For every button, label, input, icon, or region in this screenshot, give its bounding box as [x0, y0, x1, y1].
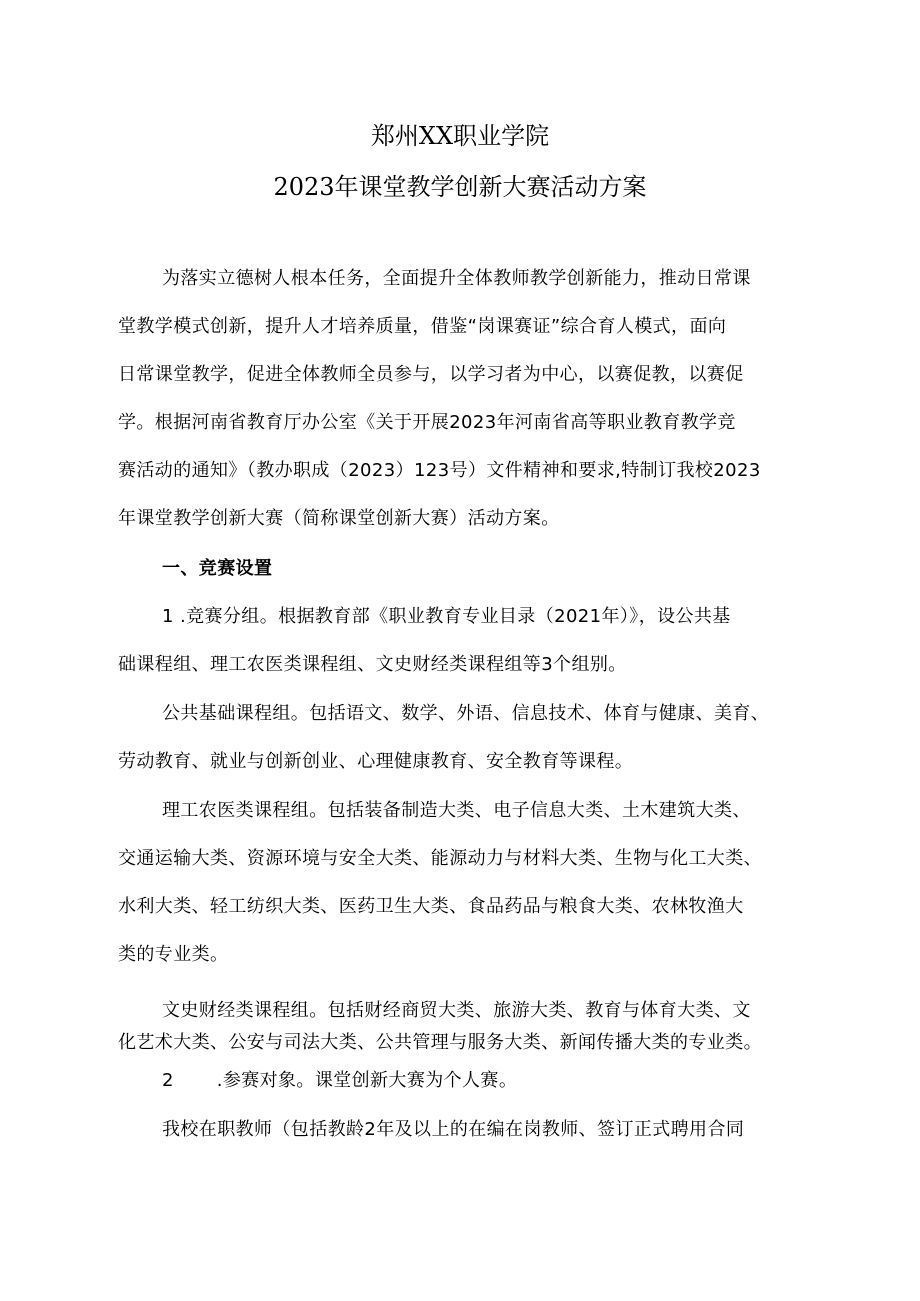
text-line: 化艺术大类、公安与司法大类、公共管理与服务大类、新闻传播大类的专业类。	[118, 1032, 762, 1053]
text-line: 日常课堂教学，促进全体教师全员参与，以学习者为中心，以赛促教，以赛促	[118, 364, 744, 385]
text-line: 交通运输大类、资源环境与安全大类、能源动力与材料大类、生物与化工大类、	[118, 848, 762, 869]
intro-paragraph	[118, 255, 808, 543]
text-line: 理工农医类课程组。包括装备制造大类、电子信息大类、土木建筑大类、	[162, 800, 751, 821]
item-2-paragraph	[118, 1057, 808, 1105]
text-line: 础课程组、理工农医类课程组、文史财经类课程组等3个组别。	[118, 654, 627, 675]
text-line: 堂教学模式创新，提升人才培养质量，借鉴“岗课赛证”综合育人模式，面向	[118, 316, 727, 337]
text-line: 年课堂教学创新大赛（简称课堂创新大赛）活动方案。	[118, 508, 560, 529]
text-line: 类的专业类。	[118, 944, 229, 965]
science-group-paragraph	[118, 787, 808, 979]
text-line: 学。根据河南省教育厅办公室《关于开展2023年河南省高等职业教育教学竞	[118, 412, 736, 433]
text-line: 水利大类、轻工纺织大类、医药卫生大类、食品药品与粮食大类、农林牧渔大	[118, 896, 744, 917]
participants-paragraph	[118, 1106, 808, 1154]
text-line: 文史财经类课程组。包括财经商贸大类、旅游大类、教育与体育大类、文	[162, 1000, 751, 1021]
public-group-paragraph	[118, 690, 808, 786]
section-heading	[118, 545, 808, 593]
text-line: 1 .竞赛分组。根据教育部《职业教育专业目录（2021年）》，设公共基	[162, 606, 731, 627]
item-1-paragraph	[118, 593, 808, 689]
text-line: 为落实立德树人根本任务，全面提升全体教师教学创新能力，推动日常课	[162, 268, 751, 289]
document-subtitle: 2023年课堂教学创新大赛活动方案	[273, 173, 647, 201]
text-line: 公共基础课程组。包括语文、数学、外语、信息技术、体育与健康、美育、	[162, 703, 770, 724]
heading-text: 一、竞赛设置	[162, 558, 273, 579]
text-line: 我校在职教师（包括教龄2年及以上的在编在岗教师、签订正式聘用合同	[162, 1119, 745, 1140]
text-line: 2 .参赛对象。课堂创新大赛为个人赛。	[162, 1070, 518, 1091]
humanities-group-paragraph	[118, 995, 808, 1059]
text-line: 赛活动的通知》（教办职成（2023）123号）文件精神和要求,特制订我校2023	[118, 460, 761, 481]
document-title: 郑州XX职业学院	[370, 122, 550, 150]
text-line: 劳动教育、就业与创新创业、心理健康教育、安全教育等课程。	[118, 751, 634, 772]
